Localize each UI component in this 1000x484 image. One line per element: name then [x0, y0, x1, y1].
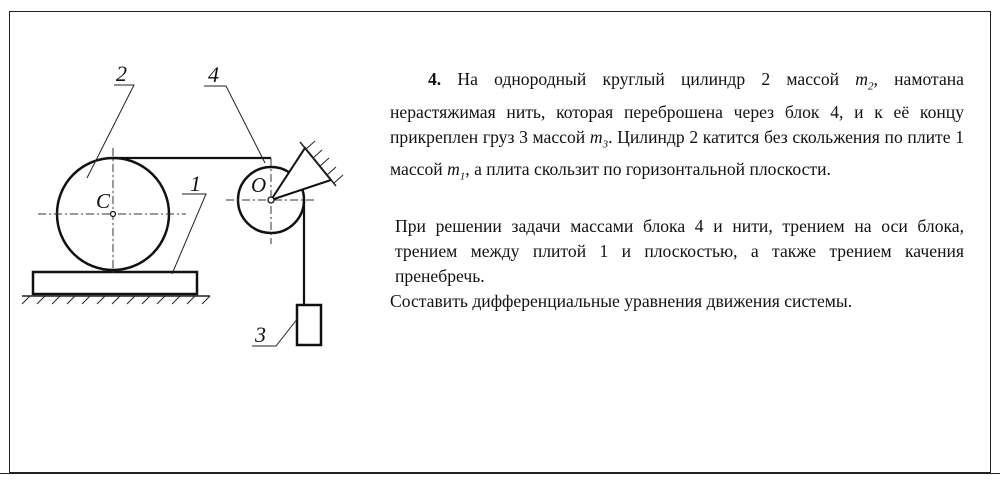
problem-text-1c: . Цилиндр 2 катится без скольжения по плите 1 массой: [390, 126, 964, 180]
problem-paragraph-1: [390, 67, 964, 190]
problem-paragraph-3: Составить дифференциальные уравнения движения системы.: [390, 290, 853, 311]
block-axle: [268, 197, 274, 203]
problem-text-1a: На однородный круглый цилиндр 2 массой: [441, 69, 856, 89]
label-center-c: C: [96, 189, 111, 213]
problem-statement: [390, 67, 964, 314]
label-plate-1: 1: [190, 171, 201, 196]
problem-text-1d: , а плита скользит по горизонтальной плоскости.: [465, 159, 831, 180]
label-block-4: 4: [208, 62, 219, 87]
problem-number: 4.: [428, 69, 442, 89]
problem-text-1b: , намотана нерастяжимая нить, которая переброшена через блок 4, и к её концу прикреплен груз 3 массой: [390, 69, 964, 147]
problem-paragraph-2: При решении задачи массами блока 4 и нити, трением на оси блока, трением между плитой 1 и плоскостью, а также трением качения пренебречь.: [395, 215, 964, 286]
ground-hatching: [22, 296, 210, 304]
mass-m3: $m_3$: [589, 126, 609, 151]
mass-m1: $m_1$: [447, 159, 466, 183]
cylinder-center-point: [111, 212, 116, 217]
block-support-bracket: [271, 148, 331, 200]
leader-lines: [87, 85, 298, 346]
mass-m2: $m_2$: [855, 69, 874, 93]
label-center-o: O: [251, 173, 267, 197]
weight-3: [297, 305, 321, 345]
plate-1: [33, 272, 197, 294]
label-cylinder-2: 2: [116, 61, 127, 86]
label-weight-3: 3: [255, 322, 266, 347]
